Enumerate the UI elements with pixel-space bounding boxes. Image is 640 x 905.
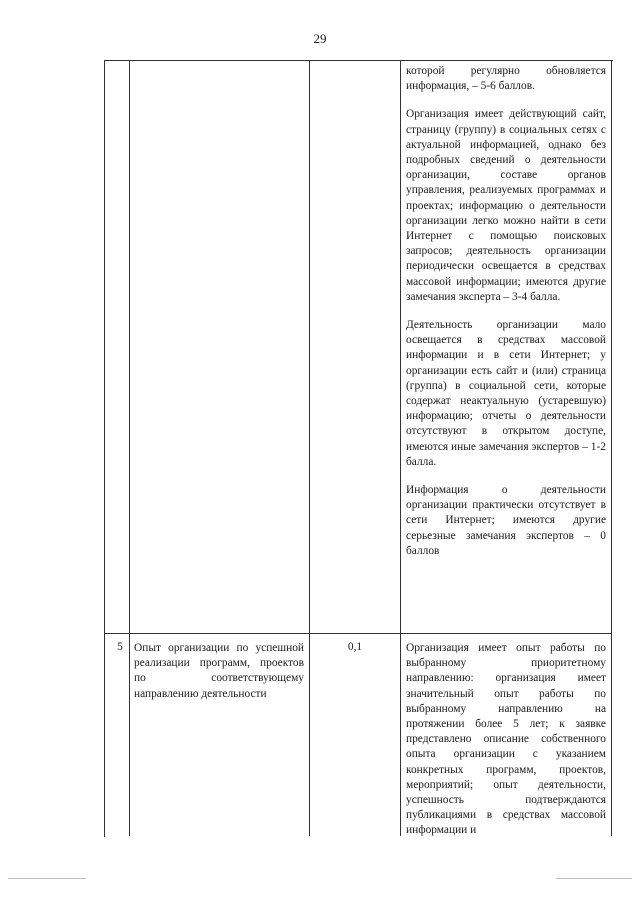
row-divider	[104, 633, 612, 634]
footer-rule	[8, 878, 86, 879]
footer-rule	[556, 878, 632, 879]
weight-cell: 0,1	[347, 641, 363, 653]
description-paragraph: Деятельность организации мало освещается в средствах массовой информации и в сети Интернет; у организации есть сайт и (или) страница (группа) в социальной сети, которые содержат неактуальную (устаревшую) информацию; отчеты о деятельности отсутствуют в открытом доступе, имеются иные замечания экспертов – 1-2 балла.	[406, 319, 606, 468]
column-divider	[400, 60, 401, 836]
page-number: 29	[313, 31, 327, 46]
description-cell: Организация имеет опыт работы по выбранному приоритетному направлению: организация имеет значительный опыт работы по выбранному направлению на протяжении более 5 лет; к заявке представлено описание собственного опыта организации с указанием конкретных программ, проектов, мероприятий; опыт деятельности, успешность подтверждаются публикациями в средствах массовой информации и	[406, 642, 606, 837]
description-paragraph: Организация имеет действующий сайт, страницу (группу) в социальных сетях с актуальной информацией, однако без подробных сведений о деятельности организации, составе органов управления, реализуемых программах и проектах; информацию о деятельности организации легко можно найти в сети Интернет с помощью поисковых запросов; деятельность организации периодически освещается в средствах массовой информации; имеются другие замечания эксперта – 3-4 балла.	[406, 108, 606, 303]
row-number: 5	[117, 641, 123, 653]
description-paragraph: Информация о деятельности организации практически отсутствует в сети Интернет; имеются другие серьезные замечания экспертов – 0 баллов	[406, 484, 606, 557]
criterion-cell: Опыт организации по успешной реализации программ, проектов по соответствующему направлению деятельности	[134, 642, 304, 700]
column-divider	[309, 60, 310, 836]
column-divider	[129, 60, 130, 836]
continued-description-cell	[406, 64, 606, 559]
description-paragraph: которой регулярно обновляется информация, – 5-6 баллов.	[406, 65, 606, 93]
column-divider	[611, 60, 612, 836]
